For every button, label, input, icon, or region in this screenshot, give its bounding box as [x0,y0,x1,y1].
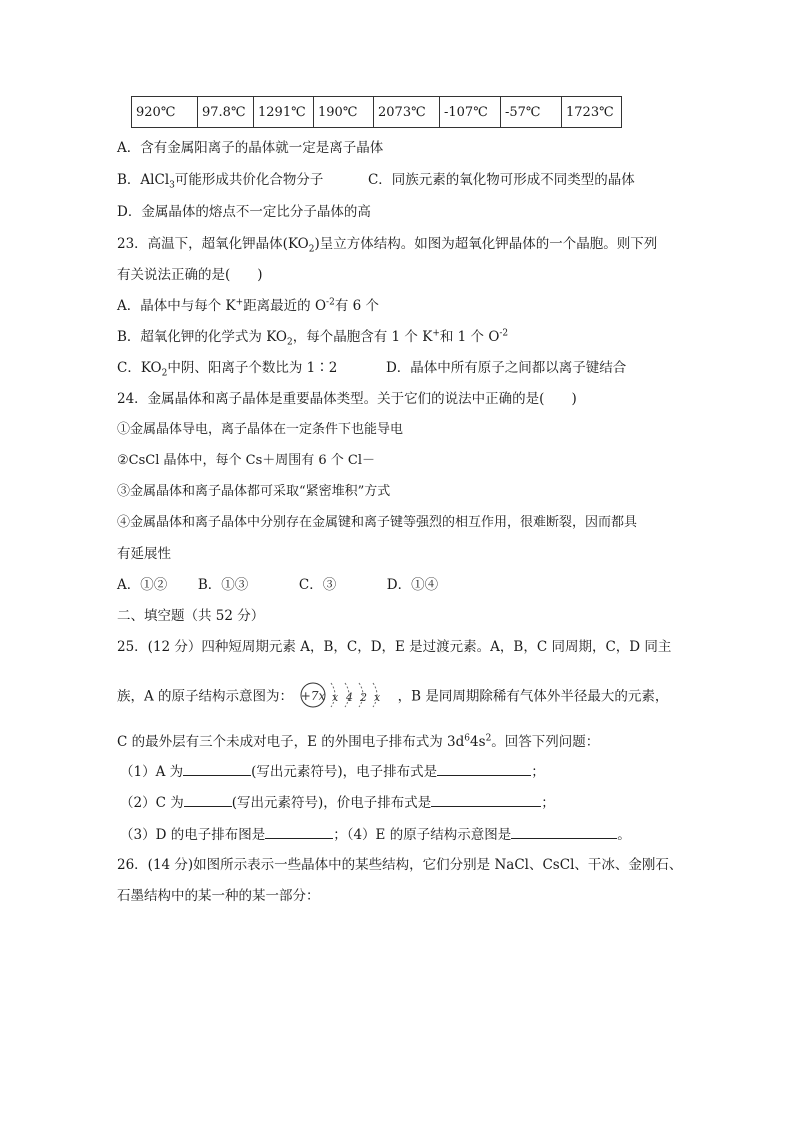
q24-option-c: C．③ [298,577,337,593]
answer-blank[interactable] [265,824,333,839]
text: 。回答下列问题： [491,734,600,750]
q24-stem: 24．金属晶体和离子晶体是重要晶体类型。关于它们的说法中正确的是( ) [117,391,577,407]
text: 中阴、阳离子个数比为 1∶2 [167,360,338,376]
q26-line2: 石墨结构中的某一种的某一部分： [117,888,320,904]
table-cell: 920℃ [132,97,198,128]
text: ，B 是同周期除稀有气体外半径最大的元素， [397,688,669,705]
q23-stem-line2: 有关说法正确的是( ) [117,267,263,283]
section-2-heading: 二、填空题（共 52 分） [117,608,265,624]
text: （3）D 的电子排布图是 [120,827,266,843]
text: 距离最近的 O [243,298,327,314]
melting-point-table [131,96,622,128]
shell-electrons: 2 [360,691,368,704]
q24-statement-1: ①金属晶体导电，离子晶体在一定条件下也能导电 [117,422,404,437]
answer-blank[interactable] [183,761,251,776]
q25-part-1 [120,760,545,780]
q23-option-a [117,294,379,314]
q26-line1: 26．(14 分)如图所示表示一些晶体中的某些结构，它们分别是 NaCl、CsCl、干冰、金刚石、 [117,857,683,873]
text: B．超氧化钾的化学式为 KO [117,329,288,345]
q24-options [117,573,438,593]
q24-statement-4-cont: 有延展性 [117,546,171,562]
subscript: 2 [308,244,315,255]
table-cell: 190℃ [314,97,374,128]
shell-electrons: 4 [346,691,354,704]
q22-options-bc [117,168,635,191]
q22-option-b: B．AlCl [117,172,170,188]
text: (写出元素符号)，电子排布式是 [251,764,438,780]
superscript: + [432,328,440,339]
q22-option-c: C．同族元素的氧化物可形成不同类型的晶体 [367,172,635,188]
superscript: -2 [326,297,335,308]
text: ； [531,764,545,780]
q23-option-d: D．晶体中所有原子之间都以离子键结合 [385,360,627,376]
superscript: + [235,297,244,308]
text: （2）C 为 [120,795,184,811]
q22-option-d: D．金属晶体的熔点不一定比分子晶体的高 [117,204,371,220]
q25-line2 [117,678,668,716]
text: ，每个晶胞含有 1 个 K [292,329,433,345]
text: 4s [470,734,486,750]
q23-option-b [117,325,508,348]
superscript: -2 [499,328,509,339]
atom-structure-diagram [299,678,391,716]
table-cell: 1291℃ [254,97,314,128]
table-cell: -57℃ [501,97,562,128]
answer-blank[interactable] [431,792,541,807]
q23-option-c: C．KO [117,360,162,376]
table-cell: -107℃ [440,97,501,128]
q24-option-b: B．①③ [197,577,249,593]
text: (写出元素符号)，价电子排布式是 [231,795,432,811]
table-cell: 2073℃ [374,97,440,128]
q24-option-d: D．①④ [386,577,439,593]
text: )呈立方体结构。如图为超氧化钾晶体的一个晶胞。则下列 [314,236,658,252]
superscript: 2 [485,733,492,744]
text: C 的最外层有三个未成对电子，E 的外围电子排布式为 3d [117,734,465,750]
q25-parts-3-4 [120,823,631,843]
text: 。 [617,827,631,843]
text: A．晶体中与每个 K [117,298,236,314]
table-cell: 97.8℃ [198,97,254,128]
shell-electrons: x [332,691,339,704]
atom-nucleus: +7x [301,689,326,703]
q23-stem-line1 [117,232,657,255]
subscript: 2 [161,368,168,379]
q24-statement-4: ④金属晶体和离子晶体中分别存在金属键和离子键等强烈的相互作用，很难断裂，因而都具 [117,515,638,530]
q25-part-2 [120,791,555,811]
q25-line3 [117,730,599,750]
answer-blank[interactable] [437,761,531,776]
q23-options-cd [117,356,626,379]
text: 有 6 个 [334,298,379,314]
answer-blank[interactable] [511,824,617,839]
subscript: 3 [169,180,175,191]
text: 族，A 的原子结构示意图为： [117,688,294,705]
text: ； [541,795,555,811]
superscript: 6 [464,733,471,744]
q24-option-a: A．①② [117,577,168,593]
shell-electrons: x [374,691,381,704]
text: ；（4）E 的原子结构示意图是 [333,827,512,843]
q24-statement-3: ③金属晶体和离子晶体都可采取“紧密堆积”方式 [117,484,391,499]
subscript: 2 [287,337,293,348]
text: 23．高温下，超氧化钾晶体(KO [117,236,309,252]
table-cell: 1723℃ [562,97,622,128]
text: （1）A 为 [120,764,184,780]
q24-statement-2: ②CsCl 晶体中，每个 Cs＋周围有 6 个 Cl－ [117,453,376,468]
table-row [132,97,622,128]
text: 和 1 个 O [439,329,500,345]
q22-option-b-text: 可能形成共价化合物分子 [174,172,324,188]
q25-line1: 25．(12 分）四种短周期元素 A，B，C，D，E 是过渡元素。A，B，C 同周期，C，D 同主 [117,639,672,655]
q22-option-a: A．含有金属阳离子的晶体就一定是离子晶体 [117,140,384,156]
answer-blank[interactable] [184,792,232,807]
